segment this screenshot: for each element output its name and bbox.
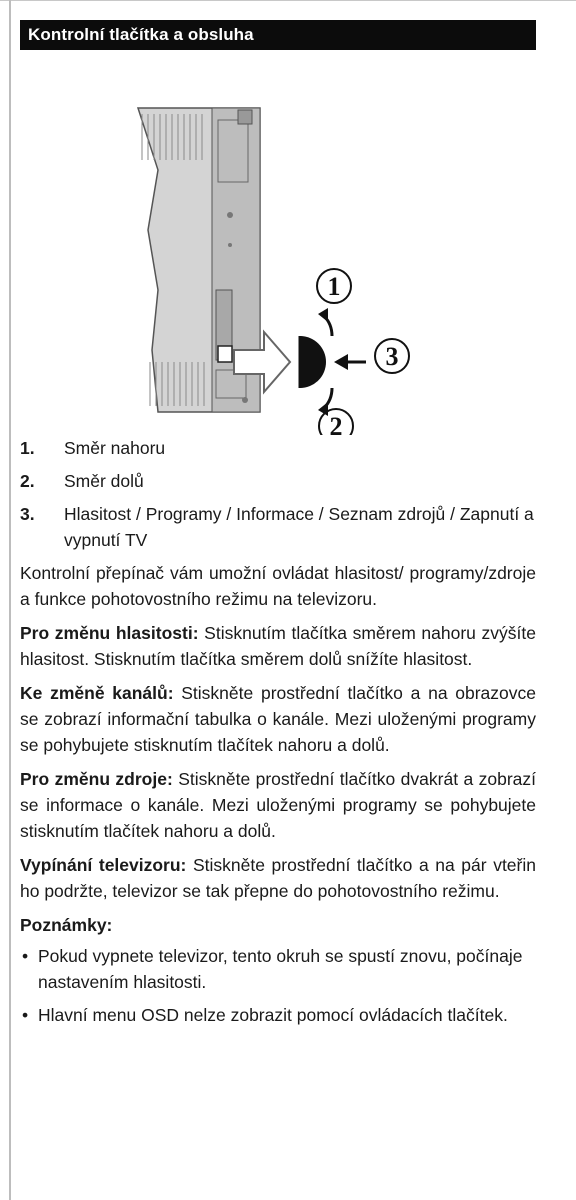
control-steps-list	[20, 435, 536, 553]
list-item	[20, 435, 536, 461]
step-text: Směr nahoru	[64, 438, 166, 458]
paragraph-text: Stiskněte prostřední tlačítko dvakrát a zobrazí se informace o kanále. Mezi uloženými programy se pohybujete stisknutím tlačítek nahoru a dolů.	[20, 769, 536, 841]
paragraph-text: Stisknutím tlačítka směrem nahoru zvýšíte hlasitost. Stisknutím tlačítka směrem dolů snížíte hlasitost.	[20, 623, 537, 669]
page-content	[20, 20, 536, 1035]
list-item	[20, 1002, 536, 1028]
notes-heading: Poznámky:	[20, 915, 113, 935]
bullet: •	[22, 1005, 29, 1025]
paragraph-label: Vypínání televizoru:	[20, 855, 187, 875]
callout-2: 2	[329, 412, 343, 435]
step-number: 1.	[20, 438, 35, 458]
intro-paragraph: Kontrolní přepínač vám umožní ovládat hlasitost/ programy/zdroje a funkce pohotovostního režimu na televizoru.	[20, 563, 536, 609]
note-text: Pokud vypnete televizor, tento okruh se spustí znovu, počínaje nastavením hlasitosti.	[38, 946, 523, 992]
step-number: 2.	[20, 471, 35, 491]
list-item	[20, 943, 536, 995]
step-text: Hlasitost / Programy / Informace / Seznam zdrojů / Zapnutí a vypnutí TV	[64, 504, 534, 550]
paragraph-text: Stiskněte prostřední tlačítko a na obrazovce se zobrazí informační tabulka o kanále. Mezi uloženými programy se pohybujete stisknutím tlačítek nahoru a dolů.	[20, 683, 537, 755]
callout-1: 1	[327, 272, 341, 301]
section-title: Kontrolní tlačítka a obsluha	[20, 20, 536, 50]
volume-paragraph	[20, 620, 536, 672]
top-rule	[0, 0, 576, 1]
list-item	[20, 501, 536, 553]
list-item	[20, 468, 536, 494]
paragraph-text: Stiskněte prostřední tlačítko a na pár vteřin ho podržte, televizor se tak přepne do pohotovostního režimu.	[20, 855, 536, 901]
step-text: Směr dolů	[64, 471, 144, 491]
control-knob	[300, 336, 326, 388]
source-paragraph	[20, 766, 536, 844]
power-off-paragraph	[20, 852, 536, 904]
paragraph-label: Pro změnu hlasitosti:	[20, 623, 199, 643]
step-number: 3.	[20, 504, 35, 524]
notes-list	[20, 943, 536, 1028]
paragraph-label: Ke změně kanálů:	[20, 683, 174, 703]
bullet: •	[22, 946, 29, 966]
tv-control-illustration	[20, 50, 536, 435]
tv-back-diagram	[20, 50, 536, 435]
control-switch-slot	[218, 346, 232, 362]
channel-paragraph	[20, 680, 536, 758]
note-text: Hlavní menu OSD nelze zobrazit pomocí ovládacích tlačítek.	[38, 1005, 508, 1025]
paragraph-label: Pro změnu zdroje:	[20, 769, 173, 789]
callout-3: 3	[385, 342, 399, 371]
left-margin-rule	[9, 0, 11, 1200]
